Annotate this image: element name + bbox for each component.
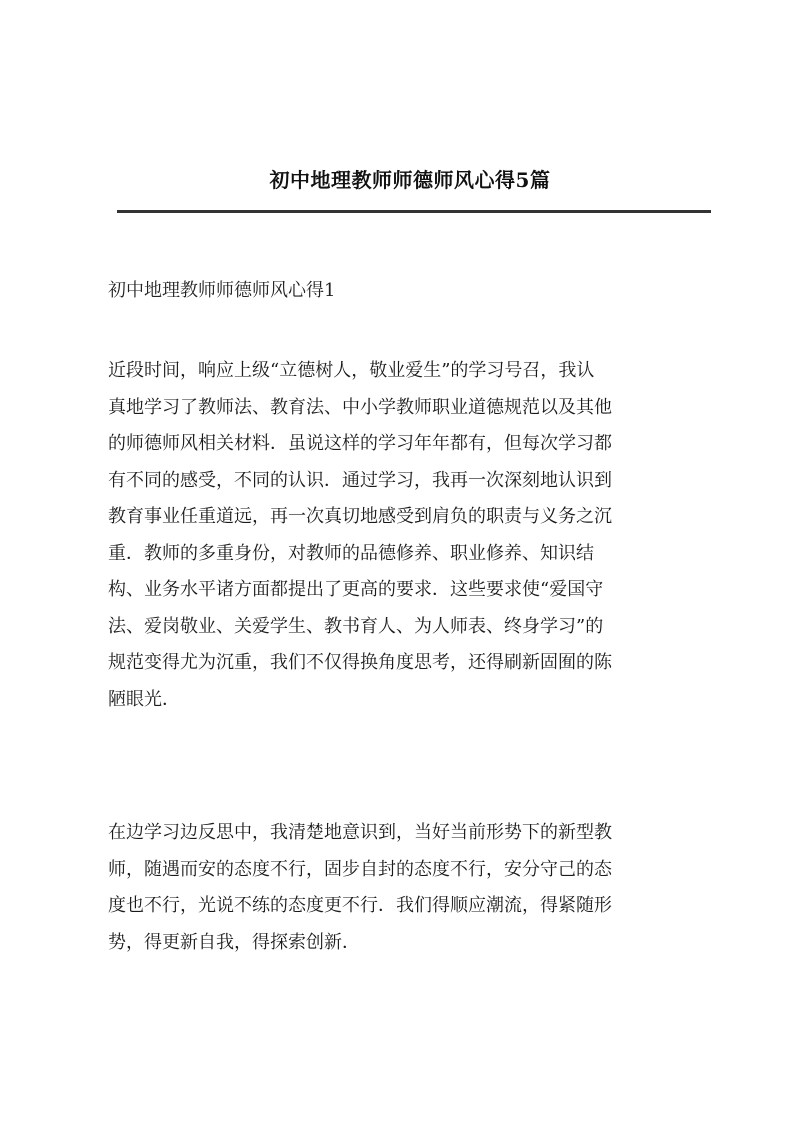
document-title: 初中地理教师师德师风心得5篇 [269, 168, 551, 192]
paragraph-line: 势，得更新自我，得探索创新． [108, 931, 360, 953]
paragraph-1 [108, 353, 708, 718]
paragraph-line: 教育事业任重道远，再一次真切地感受到肩负的职责与义务之沉 [108, 506, 612, 527]
paragraph-line: 重．教师的多重身份，对教师的品德修养、职业修养、知识结 [108, 542, 594, 564]
paragraph-line: 在边学习边反思中，我清楚地意识到，当好当前形势下的新型教 [108, 822, 612, 843]
paragraph-line: 师，随遇而安的态度不行，固步自封的态度不行，安分守己的态 [108, 858, 612, 880]
paragraph-line: 规范变得尤为沉重，我们不仅得换角度思考，还得刷新固囿的陈 [108, 652, 612, 673]
paragraph-line: 法、爱岗敬业、关爱学生、教书育人、为人师表、终身学习”的 [108, 615, 604, 637]
title-underline-rule [117, 210, 711, 213]
paragraph-line: 的师德师风相关材料．虽说这样的学习年年都有，但每次学习都 [108, 433, 612, 454]
paragraph-line: 真地学习了教师法、教育法、中小学教师职业道德规范以及其他 [108, 396, 612, 418]
paragraph-line: 近段时间，响应上级“立德树人，敬业爱生”的学习号召，我认 [108, 360, 595, 381]
paragraph-2 [108, 815, 708, 961]
paragraph-line: 有不同的感受，不同的认识．通过学习，我再一次深刻地认识到 [108, 469, 612, 491]
paragraph-line: 度也不行，光说不练的态度更不行．我们得顺应潮流，得紧随形 [108, 895, 612, 916]
section-heading: 初中地理教师师德师风心得1 [108, 280, 336, 301]
paragraph-line: 构、业务水平诸方面都提出了更高的要求．这些要求使“爱国守 [108, 579, 604, 600]
paragraph-line: 陋眼光． [108, 688, 180, 710]
